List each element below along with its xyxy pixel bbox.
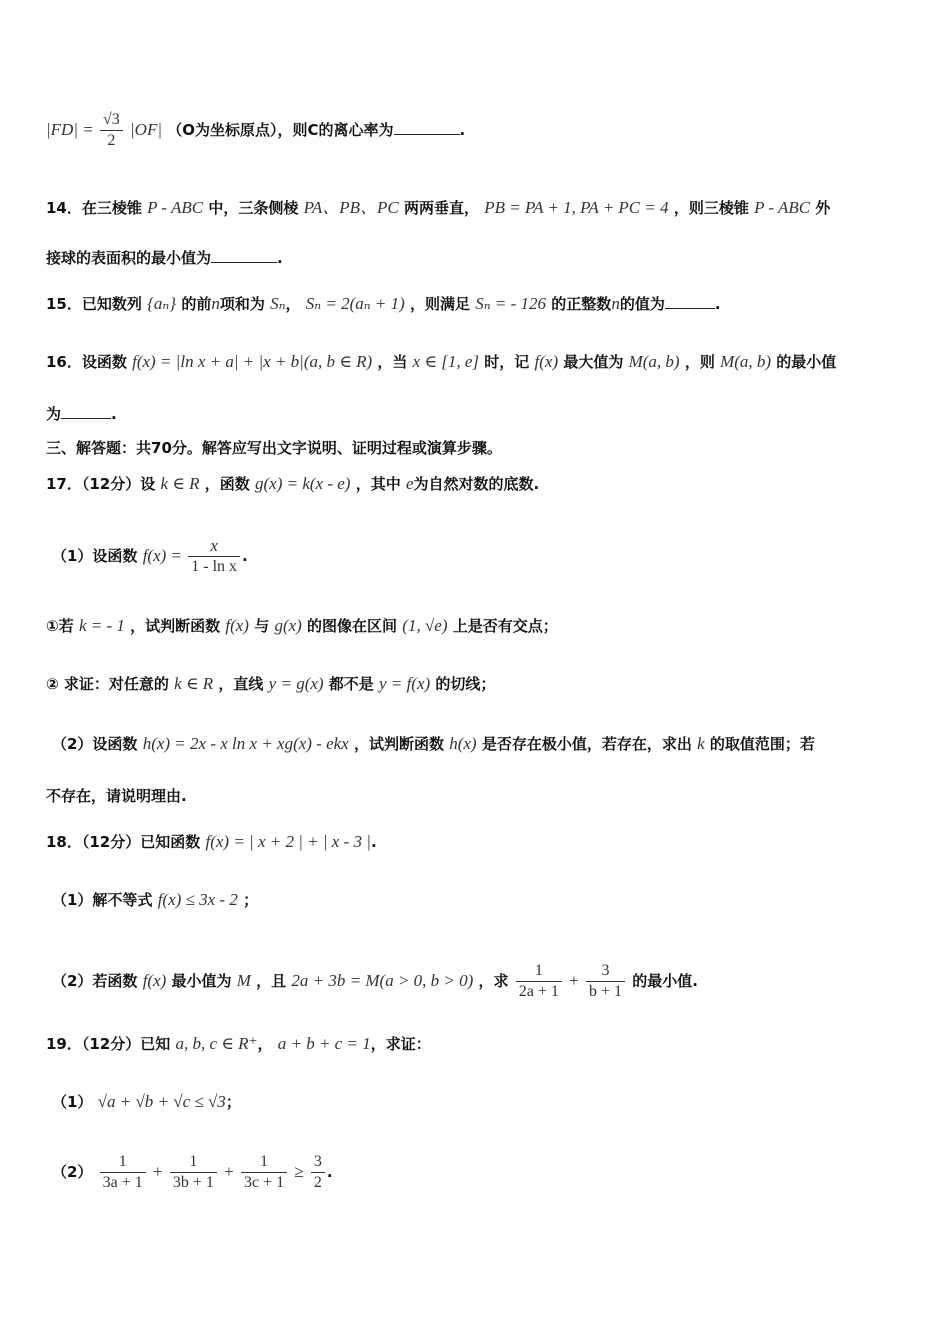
math-expr: k: [697, 734, 705, 753]
text: 项和为: [219, 295, 265, 313]
q17-sub2: [46, 674, 495, 694]
text: （2）若函数: [52, 972, 138, 990]
text: ，则满足: [410, 295, 471, 313]
text: 的最小值: [776, 353, 837, 371]
text: ，函数: [204, 475, 250, 493]
text: 外: [815, 199, 831, 217]
text: 上是否有交点；: [452, 617, 558, 635]
math-expr: f(x) =: [142, 546, 187, 565]
q13-continuation: |FD| = $\frac{√3}{2}$ |OF| （O为坐标原点），则C的离心率为 .: [46, 111, 466, 149]
math-expr: M(a, b): [628, 352, 680, 371]
math-expr: k ∈ R: [160, 474, 200, 493]
math-expr: M: [236, 971, 251, 990]
math-expr: PB = PA + 1, PA + PC = 4: [484, 198, 669, 217]
q18-part1: [52, 890, 258, 910]
math-expr: P - ABC: [147, 198, 204, 217]
text: 中，三条侧棱: [208, 199, 299, 217]
math-expr: f(x): [534, 352, 559, 371]
math-expr: f(x) = |ln x + a| + |x + b|(a, b ∈ R): [132, 352, 373, 371]
text: .: [242, 547, 248, 565]
q17-sub1: [46, 616, 558, 636]
math-expr: a, b, c ∈ R⁺: [175, 1034, 258, 1053]
text: ，其中: [355, 475, 401, 493]
math-expr: f(x) = | x + 2 | + | x - 3 |: [205, 832, 371, 851]
math-expr: Sₙ = 2(aₙ + 1): [305, 294, 405, 313]
text: 为: [46, 405, 62, 423]
text: ，且: [256, 972, 287, 990]
text: 17．（12分）设: [46, 475, 156, 493]
fraction: $\frac{x}{\text{1 - ln x}}$: [188, 536, 240, 577]
text: ，: [257, 1035, 273, 1053]
fraction: $\frac{√3}{2}$: [100, 110, 123, 151]
math-expr: n: [211, 294, 220, 313]
math-expr: h(x) = 2x - x ln x + xg(x) - ekx: [142, 734, 349, 753]
text: .: [326, 1163, 333, 1181]
text: （1）解不等式: [52, 891, 153, 909]
math-expr: |OF|: [130, 120, 163, 139]
text: ，求: [478, 972, 509, 990]
text: ，直线: [218, 675, 264, 693]
text: 的最小值.: [632, 972, 698, 990]
text: 时，记: [484, 353, 530, 371]
text: 两两垂直，: [403, 199, 479, 217]
math-expr: g(x): [274, 616, 302, 635]
text: 的前: [181, 295, 212, 313]
answer-blank: [211, 248, 277, 263]
text: ，求证：: [370, 1035, 431, 1053]
math-expr: f(x): [225, 616, 249, 635]
text: ，: [285, 295, 301, 313]
fraction: $\frac{1}{3c + 1}$: [241, 1152, 287, 1193]
math-expr: P - ABC: [754, 198, 811, 217]
answer-blank: [61, 404, 111, 419]
q17-stem: [46, 474, 539, 494]
math-expr: PA、PB、PC: [303, 198, 399, 217]
math-expr: y = g(x): [268, 674, 324, 693]
math-expr: n: [611, 294, 620, 313]
math-expr: x ∈ [1, e]: [412, 352, 480, 371]
math-expr: +: [224, 1162, 234, 1181]
text: ② 求证：对任意的: [46, 675, 169, 693]
q16-line2: 为 .: [46, 405, 117, 423]
text: 的图像在区间: [307, 617, 398, 635]
q17-part1: [52, 536, 248, 577]
math-expr: f(x) ≤ 3x - 2: [157, 890, 238, 909]
text: 的值为: [619, 295, 665, 313]
q17-part2: [52, 734, 815, 754]
text: 的正整数: [551, 295, 612, 313]
text: ，试判断函数: [353, 735, 444, 753]
math-expr: 2a + 3b = M(a > 0, b > 0): [291, 971, 474, 990]
text: 的取值范围；若: [709, 735, 815, 753]
math-expr: √a + √b + √c ≤ √3: [97, 1092, 226, 1111]
text: （2）: [52, 1163, 93, 1181]
q16-line1: [46, 352, 836, 372]
math-expr: +: [153, 1162, 163, 1181]
text: （1）设函数: [52, 547, 138, 565]
text: ，试判断函数: [130, 617, 221, 635]
text: 16．设函数: [46, 353, 127, 371]
text: ，则三棱锥: [673, 199, 749, 217]
q17-part2-cont: 不存在，请说明理由.: [46, 787, 187, 805]
q14-line1: [46, 198, 830, 218]
text: 15．已知数列: [46, 295, 142, 313]
text: 与: [254, 617, 270, 635]
text: （2）设函数: [52, 735, 138, 753]
math-expr: k = - 1: [78, 616, 125, 635]
fraction: $\frac{1}{3a + 1}$: [100, 1152, 146, 1193]
text: （O为坐标原点），则C的离心率为: [167, 121, 394, 139]
text: 的切线；: [435, 675, 496, 693]
fraction: $\frac{3}{b + 1}$: [586, 961, 625, 1002]
text: 最小值为: [171, 972, 232, 990]
q19-part2: [52, 1152, 333, 1193]
text: （1）: [52, 1093, 93, 1111]
math-expr: f(x): [142, 971, 167, 990]
text: ；: [243, 891, 259, 909]
q19-part1: [52, 1092, 241, 1112]
fraction: $\frac{1}{3b + 1}$: [170, 1152, 217, 1193]
text: ，当: [377, 353, 408, 371]
fraction: $\frac{1}{2a + 1}$: [516, 961, 562, 1002]
text: 都不是: [328, 675, 374, 693]
text: 为自然对数的底数.: [413, 475, 540, 493]
math-expr: Sₙ: [270, 294, 286, 313]
q18-stem: [46, 832, 377, 852]
text: ①若: [46, 617, 74, 635]
text: ，则: [684, 353, 715, 371]
text: 是否存在极小值，若存在，求出: [481, 735, 692, 753]
answer-blank: [394, 120, 460, 135]
math-expr: g(x) = k(x - e): [254, 474, 351, 493]
q14-line2: 接球的表面积的最小值为 .: [46, 249, 283, 267]
text: 19．（12分）已知: [46, 1035, 171, 1053]
text: 18．（12分）已知函数: [46, 833, 201, 851]
text: 接球的表面积的最小值为: [46, 249, 212, 267]
math-expr: (1, √e): [402, 616, 448, 635]
math-expr: M(a, b): [720, 352, 772, 371]
section-heading: 三、解答题：共70分。解答应写出文字说明、证明过程或演算步骤。: [46, 439, 502, 457]
text: .: [370, 833, 377, 851]
math-expr: ≥: [294, 1162, 304, 1181]
q18-part2: [52, 961, 698, 1002]
fraction: $\frac{3}{2}$: [311, 1152, 325, 1193]
math-expr: k ∈ R: [174, 674, 214, 693]
answer-blank: [665, 294, 715, 309]
math-expr: y = f(x): [379, 674, 431, 693]
text: 最大值为: [563, 353, 624, 371]
math-expr: |FD| =: [46, 120, 98, 139]
math-expr: h(x): [449, 734, 477, 753]
q15: 15．已知数列 {aₙ} 的前n项和为 Sₙ， Sₙ = 2(aₙ + 1) ，则满足 Sₙ = - 126 的正整数n的值为 .: [46, 294, 721, 313]
math-expr: a + b + c = 1: [277, 1034, 371, 1053]
q19-stem: [46, 1034, 431, 1054]
math-expr: Sₙ = - 126: [475, 294, 547, 313]
text: ；: [225, 1093, 241, 1111]
math-expr: e: [405, 474, 414, 493]
math-expr: {aₙ}: [147, 294, 177, 313]
math-expr: +: [569, 971, 579, 990]
text: 14．在三棱锥: [46, 199, 142, 217]
